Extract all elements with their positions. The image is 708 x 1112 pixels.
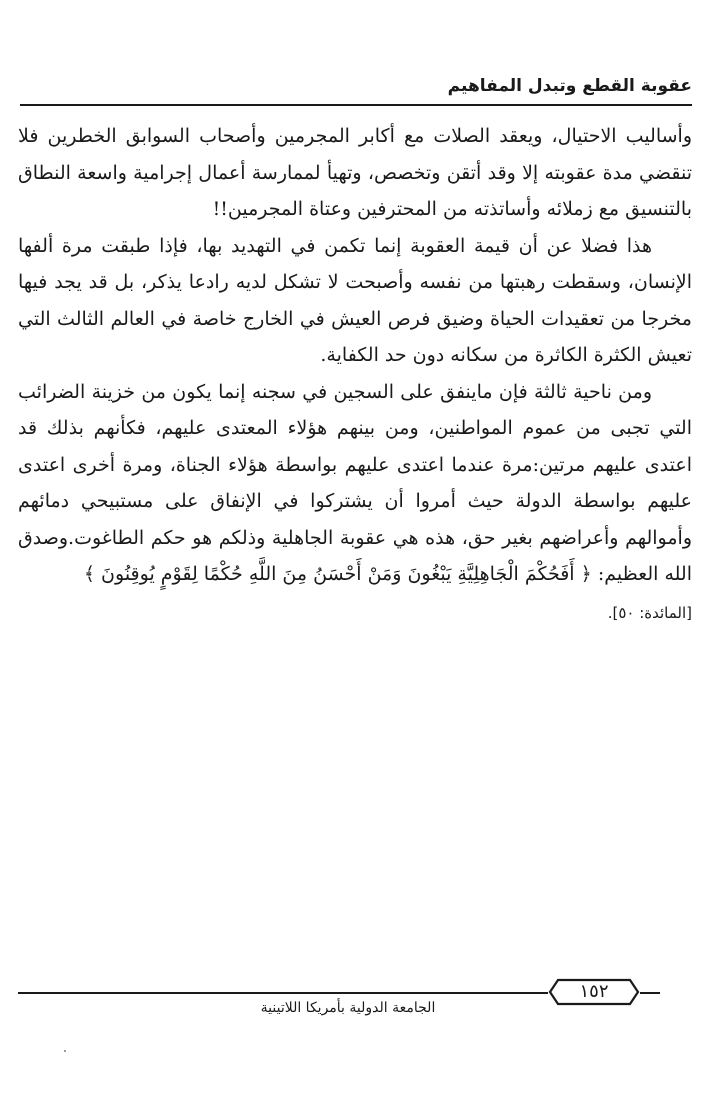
scan-speck (64, 1050, 66, 1052)
footer-rule (18, 992, 548, 994)
header-rule (20, 104, 692, 106)
publisher-name: الجامعة الدولية بأمريكا اللاتينية (260, 1000, 436, 1016)
page-number-frame (548, 976, 640, 1008)
quran-verse: ﴿ أَفَحُكْمَ الْجَاهِلِيَّةِ يَبْغُونَ وَمَنْ أَحْسَنُ مِنَ اللَّهِ حُكْمًا لِقَوْمٍ يُوقِنُونَ ﴾ (83, 563, 592, 585)
paragraph-3 (18, 374, 692, 593)
chapter-title: عقوبة القطع وتبدل المفاهيم (447, 76, 692, 96)
paragraph-3-text: ومن ناحية ثالثة فإن ماينفق على السجين في سجنه إنما يكون من خزينة الضرائب التي تجبى من عموم المواطنين، ومن بينهم هؤلاء المعتدى عليهم، فكأنهم بذلك قد اعتدى عليهم مرتين:مرة عندما اعتدى عليهم بواسطة هؤلاء الجناة، ومرة أخرى اعتدى عليهم بواسطة الدولة حيث أمروا أن يشتركوا في الإنفاق على مستبيحي دمائهم وأموالهم وأعراضهم بغير حق، هذه هي عقوبة الجاهلية وذلكم هو حكم الطاغوت.وصدق الله العظيم: (18, 380, 692, 585)
footer-rule-tail (640, 992, 660, 994)
paragraph-2: هذا فضلا عن أن قيمة العقوبة إنما تكمن في التهديد بها، فإذا طبقت مرة ألفها الإنسان، وسقطت رهبتها من نفسه وأصبحت لا تشكل لديه رادعا يذكر، بل قد يجد فيها مخرجا من تعقيدات الحياة وضيق فرص العيش في الخارج خاصة في العالم الثالث التي تعيش الكثرة الكاثرة من سكانه دون حد الكفاية. (18, 234, 692, 366)
paragraph-1: وأساليب الاحتيال، ويعقد الصلات مع أكابر المجرمين وأصحاب السوابق الخطرين فلا تنقضي مدة عقوبته إلا وقد أتقن وتخصص، وتهيأ لممارسة أعمال إجرامية واسعة النطاق بالتنسيق مع زملائه وأساتذته من المحترفين وعتاة المجرمين!! (18, 125, 692, 220)
verse-citation: [المائدة: ٥٠]. (607, 603, 692, 622)
page-number: ١٥٢ (579, 981, 609, 1002)
page-footer (18, 970, 678, 1030)
running-header (20, 72, 692, 106)
page-body (18, 118, 692, 631)
